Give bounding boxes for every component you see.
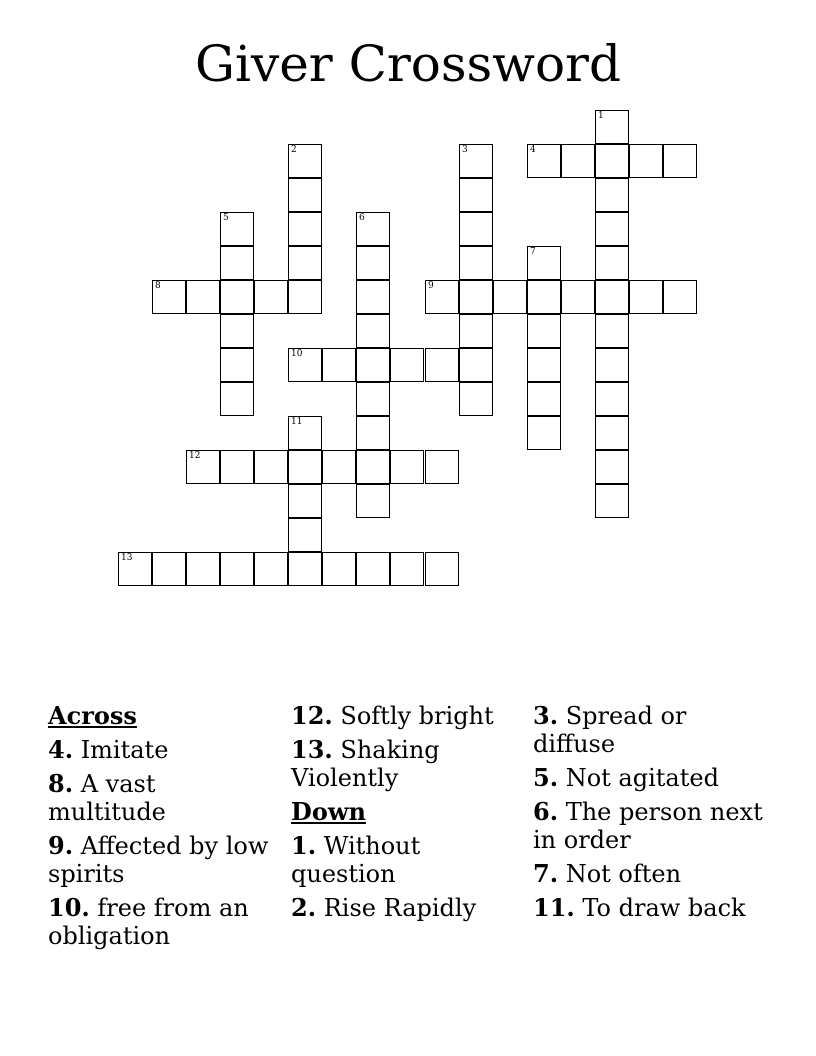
grid-cell[interactable] <box>595 178 629 212</box>
grid-cell[interactable] <box>595 110 629 144</box>
clue-item <box>533 894 765 922</box>
clue-number: 7. <box>533 859 559 888</box>
cell-number: 6 <box>359 213 365 223</box>
cell-number: 12 <box>189 451 201 461</box>
clue-text: Rise Rapidly <box>316 894 477 922</box>
clue-text: The person next in order <box>533 798 763 854</box>
clue-item <box>291 736 523 792</box>
clue-number: 2. <box>291 893 317 922</box>
grid-cell[interactable] <box>629 280 663 314</box>
grid-cell[interactable] <box>527 144 561 178</box>
clue-number: 8. <box>48 769 74 798</box>
clue-item <box>48 894 280 950</box>
clue-item <box>48 770 280 826</box>
clue-number: 6. <box>533 797 559 826</box>
grid-cell[interactable] <box>356 484 390 518</box>
grid-cell[interactable] <box>459 280 493 314</box>
clue-item <box>291 894 523 922</box>
grid-cell[interactable] <box>425 552 459 586</box>
clues-column-1 <box>48 702 280 956</box>
grid-cell[interactable] <box>595 382 629 416</box>
cell-number: 9 <box>428 281 434 291</box>
grid-cell[interactable] <box>527 246 561 280</box>
clue-number: 10. <box>48 893 90 922</box>
grid-cell[interactable] <box>527 348 561 382</box>
grid-cell[interactable] <box>220 314 254 348</box>
grid-cell[interactable] <box>595 416 629 450</box>
grid-cell[interactable] <box>595 314 629 348</box>
clue-number: 4. <box>48 735 74 764</box>
cell-number: 13 <box>121 553 133 563</box>
grid-cell[interactable] <box>390 450 424 484</box>
clue-text: Not often <box>558 860 682 888</box>
clue-item <box>291 832 523 888</box>
grid-cell[interactable] <box>595 144 629 178</box>
clue-item <box>533 798 765 854</box>
grid-cell[interactable] <box>254 450 288 484</box>
clue-number: 1. <box>291 831 317 860</box>
grid-cell[interactable] <box>459 212 493 246</box>
grid-cell[interactable] <box>288 348 322 382</box>
cell-number: 8 <box>155 281 161 291</box>
clue-item <box>291 702 523 730</box>
clue-number: 13. <box>291 735 333 764</box>
clue-text: free from an obligation <box>48 894 249 950</box>
grid-cell[interactable] <box>288 246 322 280</box>
grid-cell[interactable] <box>595 280 629 314</box>
grid-cell[interactable] <box>152 280 186 314</box>
page-title: Giver Crossword <box>195 35 621 93</box>
grid-cell[interactable] <box>425 450 459 484</box>
clue-item <box>533 702 765 758</box>
cell-number: 11 <box>291 417 303 427</box>
grid-cell[interactable] <box>254 280 288 314</box>
clue-item <box>533 764 765 792</box>
grid-cell[interactable] <box>288 518 322 552</box>
grid-cell[interactable] <box>561 144 595 178</box>
grid-cell[interactable] <box>356 212 390 246</box>
grid-cell[interactable] <box>595 212 629 246</box>
grid-cell[interactable] <box>459 144 493 178</box>
grid-cell[interactable] <box>288 178 322 212</box>
grid-cell[interactable] <box>220 246 254 280</box>
grid-cell[interactable] <box>356 314 390 348</box>
clue-text: Without question <box>291 832 421 888</box>
grid-cell[interactable] <box>459 178 493 212</box>
grid-cell[interactable] <box>356 416 390 450</box>
clue-text: A vast multitude <box>48 770 166 826</box>
grid-cell[interactable] <box>390 552 424 586</box>
grid-cell[interactable] <box>220 348 254 382</box>
clues-heading: Across <box>48 701 137 730</box>
clue-text: Shaking Violently <box>291 736 440 792</box>
cell-number: 2 <box>291 145 297 155</box>
grid-cell[interactable] <box>220 552 254 586</box>
grid-cell[interactable] <box>356 450 390 484</box>
grid-cell[interactable] <box>527 382 561 416</box>
grid-cell[interactable] <box>390 348 424 382</box>
grid-cell[interactable] <box>186 450 220 484</box>
grid-cell[interactable] <box>288 144 322 178</box>
grid-cell[interactable] <box>322 348 356 382</box>
grid-cell[interactable] <box>356 552 390 586</box>
grid-cell[interactable] <box>322 552 356 586</box>
clue-text: Affected by low spirits <box>48 832 269 888</box>
grid-cell[interactable] <box>595 348 629 382</box>
grid-cell[interactable] <box>186 552 220 586</box>
grid-cell[interactable] <box>288 484 322 518</box>
clue-number: 11. <box>533 893 575 922</box>
grid-cell[interactable] <box>561 280 595 314</box>
cell-number: 10 <box>291 349 303 359</box>
grid-cell[interactable] <box>288 280 322 314</box>
grid-cell[interactable] <box>186 280 220 314</box>
grid-cell[interactable] <box>527 416 561 450</box>
grid-cell[interactable] <box>356 280 390 314</box>
grid-cell[interactable] <box>459 382 493 416</box>
clue-text: Imitate <box>73 736 169 764</box>
clue-text: To draw back <box>574 894 746 922</box>
grid-cell[interactable] <box>220 280 254 314</box>
clue-number: 12. <box>291 701 333 730</box>
cell-number: 3 <box>462 145 468 155</box>
clue-number: 5. <box>533 763 559 792</box>
grid-cell[interactable] <box>288 212 322 246</box>
grid-cell[interactable] <box>425 280 459 314</box>
grid-cell[interactable] <box>663 280 697 314</box>
grid-cell[interactable] <box>152 552 186 586</box>
grid-cell[interactable] <box>459 348 493 382</box>
clues-column-3 <box>533 702 765 928</box>
grid-cell[interactable] <box>595 484 629 518</box>
grid-cell[interactable] <box>220 450 254 484</box>
grid-cell[interactable] <box>322 450 356 484</box>
grid-cell[interactable] <box>527 314 561 348</box>
cell-number: 4 <box>530 145 536 155</box>
grid-cell[interactable] <box>288 416 322 450</box>
grid-cell[interactable] <box>118 552 152 586</box>
clue-text: Not agitated <box>558 764 719 792</box>
grid-cell[interactable] <box>663 144 697 178</box>
grid-cell[interactable] <box>220 382 254 416</box>
clue-text: Spread or diffuse <box>533 702 687 758</box>
grid-cell[interactable] <box>220 212 254 246</box>
grid-cell[interactable] <box>288 552 322 586</box>
grid-cell[interactable] <box>288 450 322 484</box>
grid-cell[interactable] <box>595 450 629 484</box>
grid-cell[interactable] <box>356 348 390 382</box>
grid-cell[interactable] <box>254 552 288 586</box>
clue-number: 9. <box>48 831 74 860</box>
clue-item <box>48 736 280 764</box>
grid-cell[interactable] <box>493 280 527 314</box>
grid-cell[interactable] <box>595 246 629 280</box>
grid-cell[interactable] <box>459 246 493 280</box>
clue-number: 3. <box>533 701 559 730</box>
cell-number: 7 <box>530 247 536 257</box>
grid-cell[interactable] <box>356 246 390 280</box>
grid-cell[interactable] <box>459 314 493 348</box>
grid-cell[interactable] <box>527 280 561 314</box>
clue-item <box>48 832 280 888</box>
clues-column-2 <box>291 702 523 928</box>
grid-cell[interactable] <box>425 348 459 382</box>
clues-heading: Down <box>291 797 366 826</box>
cell-number: 5 <box>223 213 229 223</box>
clue-text: Softly bright <box>332 702 494 730</box>
grid-cell[interactable] <box>356 382 390 416</box>
cell-number: 1 <box>598 111 604 121</box>
grid-cell[interactable] <box>629 144 663 178</box>
clue-item <box>533 860 765 888</box>
